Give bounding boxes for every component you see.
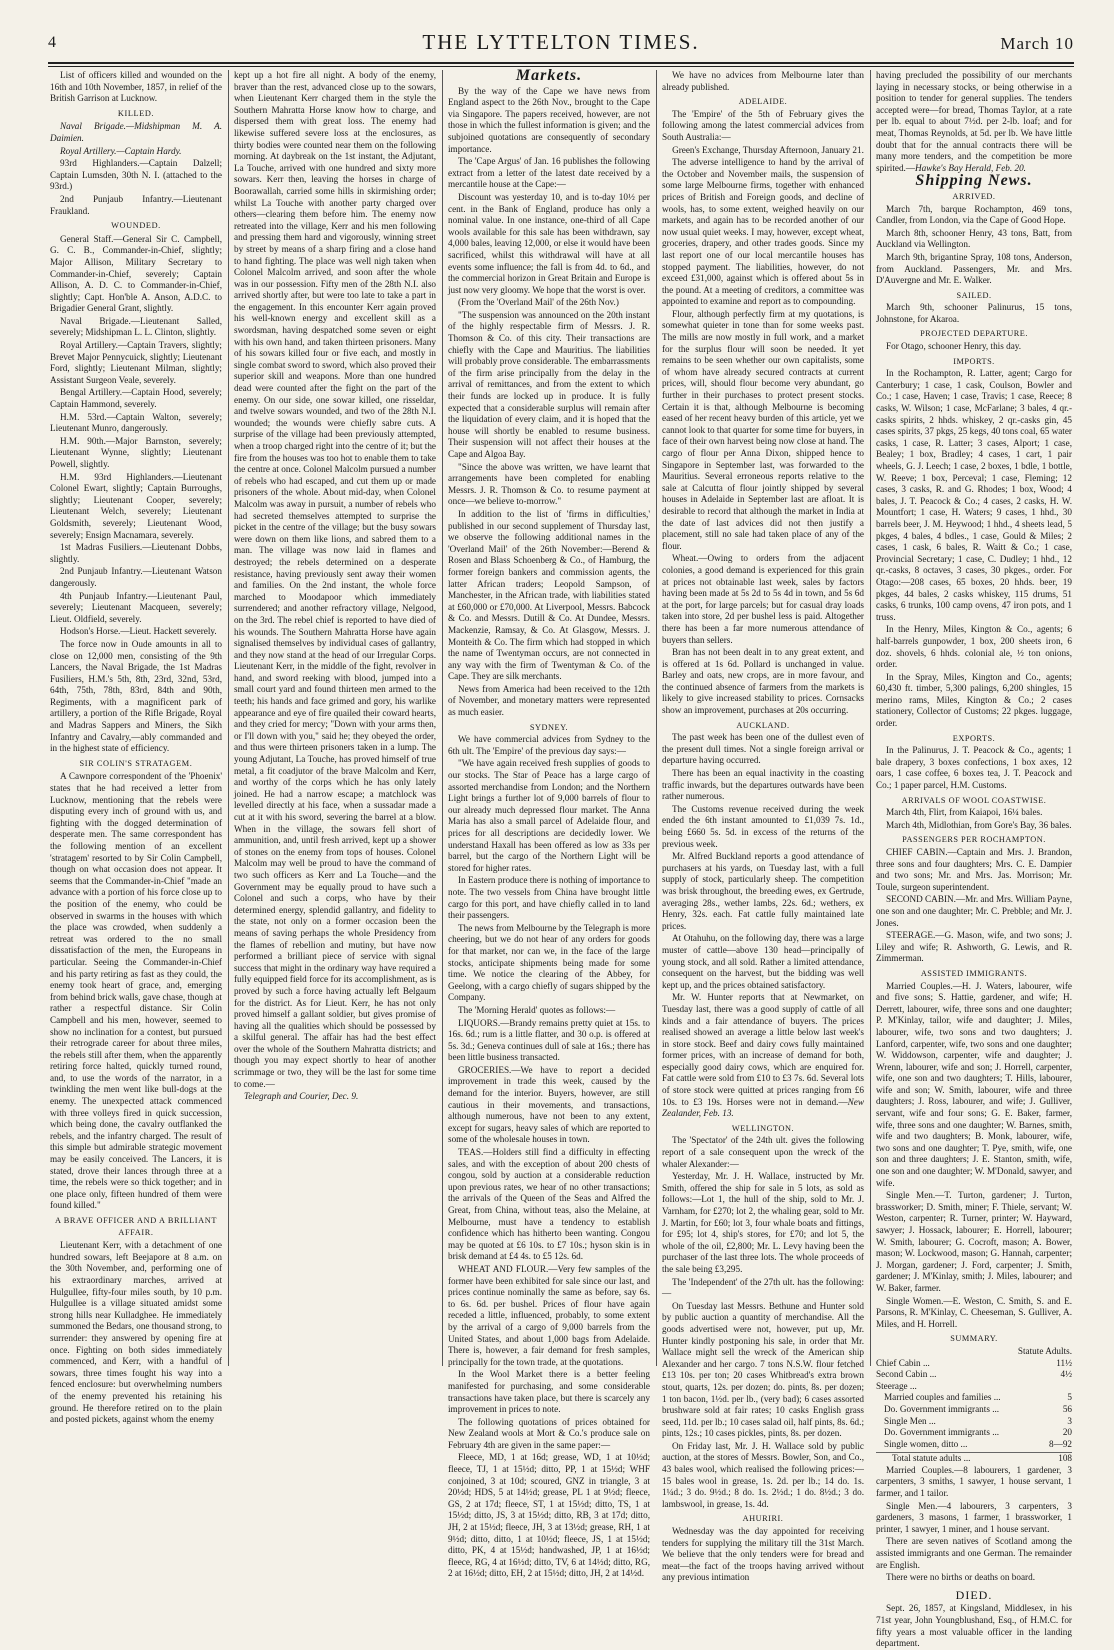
paragraph: Mr. Alfred Buckland reports a good attendance of purchasers at his yards, on Tuesday last, with a full supply of stock, particularly sheep. The competition was brisk throughout, the breeding ewes, ex Gertrude, averaging 28s., wether lambs, 22s. 6d.; wethers, ex Henry, 32s. each. Fat cattle fully maintained late prices. (662, 851, 864, 931)
paragraph: GROCERIES.—We have to report a decided improvement in trade this week, caused by the demand for the interior. Buyers, however, are still cautious in their movements, and transactions, although numerous, have not been to any extent, except for sugars, heavy sales of which are reported to some of the wholesale houses in town. (448, 1064, 650, 1145)
shipping-entry: For Otago, schooner Henry, this day. (886, 341, 1022, 352)
paragraph: Discount was yesterday 10, and is to-day 10½ per cent. in the Bank of England, produce has only a nominal value. In one instance, one-third of all Cape wools available for this sale has been withdrawn, say 4,000 bales, leaving 12,000, or else it would have been sacrificed, whilst this withdrawal will have at all events some influence; the fall is from 4d. to 6d., and the commercial horizon in Great Britain and Europe is just now very gloomy. We hope that the worst is over. (448, 191, 650, 295)
shipping-entry: In the Spray, Miles, Kington and Co., agents; 60,430 ft. timber, 5,300 palings, 6,200 shingles, 15 merino rams, Miles, Kington & Co.; 2 cases stationery, Collector of Customs; 22 pkges. luggage, order. (876, 671, 1072, 729)
column-5 (876, 70, 1073, 1649)
paragraph: At Otahuhu, on the following day, there was a large muster of cattle—above 130 head—principally of young stock, and all sold. Rather a limited attendance, consequent on the harvest, but the bidding was well kept up, and the prices obtained satisfactory. (662, 933, 864, 990)
paragraph: On Friday last, Mr. J. H. Wallace sold by public auction, at the stores of Messrs. Bowler, Son, and Co., 43 bales wool, which realised the following prices:—15 bales wool in grease, 1s. 2d. per lb.; 14 do. 1s. 1¼d.; 3 do. 9½d.; 8 do. 1s. 2½d.; 1 do. 8½d.; 3 do. lambswool, in grease, 1s. 4d. (662, 1440, 864, 1509)
summary-value: 4½ (1060, 1369, 1072, 1380)
section-heading: KILLED. (117, 108, 155, 118)
summary-value (1048, 1381, 1072, 1393)
issue-date: March 10 (1000, 34, 1074, 53)
summary-row (876, 1404, 1072, 1416)
paragraph: The past week has been one of the dullest even of the present dull times. Not a single foreign arrival or departure having occurred. (662, 732, 864, 766)
shipping-entry: In the Palinurus, J. T. Peacock & Co., agents; 1 bale drapery, 3 boxes confections, 1 box axes, 12 oars, 1 case coffee, 6 boxes tea, J. T. Peacock and Co.; 1 paper parcel, H.M. Customs. (876, 745, 1072, 791)
paragraph: By the way of the Cape we have news from England aspect to the 26th Nov., brought to the Cape via Singapore. The papers received, however, are not those in which the fullest information is given; and the subjoined quotations are consequently of secondary importance. (448, 85, 650, 154)
source-credit: New Zealander, Feb. 13. (662, 1096, 864, 1119)
paragraph: A Cawnpore correspondent of the 'Phoenix' states that he had received a letter from Lucknow, mentioning that the rebels were disputing every inch of ground with us, and fighting with the dogged determination of desperate men. The same correspondent has the following mention of an excellent 'stratagem' resorted to by Sir Colin Campbell, though on what occasion does not appear. It seems that the Commander-in-Chief "made an advance with a portion of his force close up to the position of the enemy, who could be observed in swarms in the houses with which the place was crowded, when suddenly a retreat was ordered to the no small dissatisfaction of the men, the Europeans in particular. Seeing the Commander-in-Chief and his party retiring as fast as they could, the enemy took heart of grace, and, emerging from behind brick walls, gave chase, though at rather a respectful distance. Sir Colin Campbell and his men, however, seemed to show no inclination for a contest, but pursued their retrograde career for about three miles, the rebels still after them, when the apparently retiring force halted, quickly turned round, and, to use the words of the narrator, in a twinkling the men went like bull-dogs at the enemy. The unexpected attack commenced with three volleys fired in quick succession, which being done, the cavalry outflanked the rebels, and the infantry charged. The result of this simple but admirable strategic movement may be easily conceived. The Lancers, it is stated, drove their lances through three at a time, the rebels were so thick together; and in one place only, fifteen hundred of them were found killed." (50, 771, 222, 1211)
paragraph: The 'Cape Argus' of Jan. 16 publishes the following extract from a letter of the latest date received by a mercantile house at the Cape:— (448, 156, 650, 190)
page-number: 4 (48, 34, 56, 51)
newspaper-title: THE LYTTELTON TIMES. (422, 30, 700, 54)
shipping-entry: March 8th, schooner Henry, 43 tons, Batt, from Auckland via Wellington. (876, 227, 1072, 250)
summary-label: Second Cabin ... (876, 1369, 937, 1380)
shipping-entry: March 4th, Flirt, from Kaiapoi, 16¼ bales. (886, 807, 1043, 818)
paragraph: Flour, although perfectly firm at my quotations, is somewhat quieter in tone than for some weeks past. The mills are now mostly in full work, and a market for the surplus flour will soon be needed. It yet remains to be seen whether our own capitalists, some of whom have already secured contracts at current prices, will, should flour become very abundant, go further in their purchases to protect present stocks. Certain it is that, although Melbourne is becoming eased of her recent heavy burden of this article, yet we cannot look to that quarter for some time for buyers, in face of their own harvest being now close at hand. The cargo of flour per Anna Dixon, shipped hence to Singapore in September last, was forwarded to the Mauritius. Several erroneous reports relative to the sale at Calcutta of flour jointly shipped by several houses in Adelaide in September last are afloat. It is desirable to record that although the market in India at the date of last advices did not then justify a placement, still no sale had taken place of any of the flour. (662, 308, 864, 551)
shipping-entry: In the Henry, Miles, Kington & Co., agents; 6 half-barrels gunpowder, 1 box, 200 sheets iron, 6 doz. shovels, 6 hhds. colonial ale, ½ ton onions, order. (876, 624, 1072, 670)
casualty-entry: Naval Brigade.—Midshipman M. A. Daimien. (50, 121, 222, 143)
paragraph: There are seven natives of Scotland among the assisted immigrants and one German. The remainder are English. (876, 1536, 1072, 1570)
summary-label: Married couples and families ... (884, 1392, 1001, 1403)
source-credit: Telegraph and Courier, Dec. 9. (244, 1091, 359, 1102)
passenger-entry: Married Couples.—H. J. Waters, labourer, wife and five sons; S. Hattie, gardener, and wife; H. Derrett, labourer, wife, three sons and one daughter; P. M'Kinlay, tailor, wife and daughter; J. Miles, labourer, wife, two sons and two daughters; J. Lanford, carpenter, wife, two sons and one daughter; W. Widdowson, carpenter, wife and daughter; J. Wrenn, labourer, wife and son; J. Horrell, carpenter, wife, one son and two daughters; T. Hills, labourer, wife and son; W. Smith, labourer, wife and three daughters; J. Ross, labourer, and wife; J. Gulliver, servant, wife and four sons; G. E. Baker, farmer, wife, three sons and one daughter; W. Barnes, smith, wife and two daughters; B. Monk, labourer, wife, two sons and one daughter; T. Pye, smith, wife, one son and three daughters; J. E. Stanton, smith, wife, one son and one daughter; W. M'Donald, sawyer, and wife. (876, 980, 1072, 1188)
paragraph: Lieutenant Kerr, with a detachment of one hundred sowars, left Beejapore at 8 a.m. on the 30th November, and, performing one of his extraordinary marches, arrived at Hulgullee, fifty-four miles south, by 10 p.m. Hulgullee is a village situated amidst some strong hills near Kulladghee. He immediately summoned the Bedars, one thousand strong, to surrender: they answered by opening fire at once. Fighting on both sides immediately commenced, and Kerr, with a handful of sowars, three times fought his way into a fenced enclosure: but overwhelming numbers of the enemy prevented his retaining his ground. He therefore retired on to the plain and posted pickets, against whom the enemy (50, 1240, 222, 1425)
section-heading: ASSISTED IMMIGRANTS. (920, 968, 1028, 978)
summary-row (876, 1392, 1072, 1404)
section-heading: IMPORTS. (953, 356, 995, 366)
section-heading: AUCKLAND. (736, 720, 790, 730)
casualty-entry: Royal Artillery.—Captain Travers, slightly; Brevet Major Pennycuick, slightly; Lieutenant Ford, slightly; Lieutenant Milman, slightly; Assistant Surgeon Veale, severely. (50, 340, 222, 385)
section-heading: PROJECTED DEPARTURE. (920, 329, 1028, 339)
paragraph-text: Mr. W. Hunter reports that at Newmarket, on Tuesday last, there was a good supply of cattle of all kinds and a fair attendance of buyers. The prices realised showed an average a little below last week's in store stock. Beef and dairy cows fully maintained former prices, with an increase of demand for both, especially good dairy cows, which are enquired for. Fat cattle were sold from £10 to £3 7s. 6d. Several lots of store stock were quitted at prices ranging from £6 10s. to £3 19s. Horses were not in demand.— (662, 992, 864, 1107)
source-credit: Hawke's Bay Herald, Feb. 20. (915, 162, 1026, 173)
paragraph: We have no advices from Melbourne later than already published. (662, 70, 864, 92)
casualty-entry: General Staff.—General Sir C. Campbell, G. C. B., Commander-in-Chief, slightly; Major Allison, Military Secretary to Commander-in-Chief, severely; Captain Allison, A. D. C. to Commander-in-Chief, slightly; Capt. Hon'ble A. Anson, A.D.C. to Brigadier General Grant, slightly. (50, 233, 222, 314)
summary-label: Do. Government immigrants ... (884, 1427, 1000, 1438)
paragraph: "We have again received fresh supplies of goods to our stocks. The Star of Peace has a large cargo of assorted merchandise from London; and the Northern Light brings a further lot of 9,000 barrels of flour to our already much depressed flour market. The Anna Maria has also a small parcel of Adelaide flour, and prices for all descriptions are decidedly lower. We understand Haxall has been offered as low as 33s per barrel, but the cargo of the Northern Light will be stored for higher rates. (448, 758, 650, 873)
paragraph: The 'Empire' of the 5th of February gives the following among the latest commercial advices from South Australia:— (662, 108, 864, 142)
casualty-entry: Royal Artillery.—Captain Hardy. (60, 145, 182, 156)
paragraph: The Customs revenue received during the week ended the 6th instant amounted to £1,039 7s. 1d., being £660 5s. 5d. in excess of the returns of the previous week. (662, 803, 864, 849)
casualty-entry: 2nd Punjaub Infantry.—Lieutenant Watson dangerously. (50, 566, 222, 588)
section-heading: SUMMARY. (950, 1334, 998, 1344)
section-heading: A BRAVE OFFICER AND A BRILLIANT AFFAIR. (54, 1216, 218, 1237)
casualty-entry: 1st Madras Fusiliers.—Lieutenant Dobbs, slightly. (50, 542, 222, 564)
paragraph: (From the 'Overland Mail' of the 26th Nov.) (458, 297, 619, 308)
paragraph: The adverse intelligence to hand by the arrival of the October and November mails, the suspension of some large Melbourne firms, together with enhanced prices of British and Foreign goods, and decline of wools, has, to some extent, weighed heavily on our markets, and again has to be recorded another of our now usual quiet weeks. I may, however, except wheat, groceries, drapery, and other trades goods. Since my last report one of our local mercantile houses has stopped payment. The liabilities, however, do not exceed £31,000, against which is offered about 5s in the pound. At a meeting of creditors, a committee was appointed to examine and report as to compounding. (662, 157, 864, 307)
section-heading: SYDNEY. (529, 722, 569, 732)
paragraph (876, 70, 1072, 174)
section-heading: SAILED. (956, 290, 992, 300)
casualty-entry: H.M. 53rd.—Captain Walton, severely; Lieutenant Munro, dangerously. (50, 411, 222, 434)
casualty-entry: Naval Brigade.—Lieutenant Salled, severely; Midshipman L. L. Clinton, slightly. (50, 315, 222, 338)
paragraph: TEAS.—Holders still find a difficulty in effecting sales, and with the exception of about 200 chests of congou, sold by auction at a considerable reduction upon previous rates, we hear of no other transactions; the arrivals of the Queen of the Seas and Alfred the Great, from China, without teas, also the Melaine, at Melbourne, must have a tendency to establish confidence which has hitherto been wanting. Congou may be quoted at £6 10s. to £7 10s.; hyson skin is in brisk demand at £4 4s. to £5 12s. 6d. (448, 1147, 650, 1262)
paragraph: There were no births or deaths on board. (886, 1572, 1035, 1583)
summary-unit: Statute Adults. (1017, 1345, 1072, 1356)
summary-label: Total statute adults ... (892, 1453, 971, 1464)
summary-label: Single women, ditto ... (884, 1438, 968, 1449)
column-4 (662, 70, 864, 1583)
casualty-entry: H.M. 90th.—Major Barnston, severely; Lieutenant Wynne, slightly; Lieutenant Powell, slightly. (50, 435, 222, 469)
summary-value: 3 (1067, 1415, 1072, 1426)
summary-value: 108 (1058, 1453, 1072, 1464)
column-1 (50, 70, 222, 1425)
casualty-entry: 2nd Punjaub Infantry.—Lieutenant Fraukland. (50, 193, 222, 216)
paragraph: Single Men.—4 labourers, 3 carpenters, 3 gardeners, 3 masons, 1 farmer, 1 brassworker, 1 printer, 1 sawyer, 1 miner, and 1 house servant. (876, 1500, 1072, 1534)
paragraph: Wheat.—Owing to orders from the adjacent colonies, a good demand is experienced for this grain at prices not obtainable last week, sales by factors having been made at 5s 2d to 5s 4d in town, and 5s 6d at the port, for large parcels; but for casual dray loads taken into store, 2d per bushel less is paid. Altogether there has been a far more numerous attendance of buyers than sellers. (662, 553, 864, 645)
passenger-entry: STEERAGE.—G. Mason, wife, and two sons; J. Liley and wife; R. Ashworth, G. Lewis, and R. Zimmerman. (876, 930, 1072, 964)
shipping-entry: March 7th, barque Rochampton, 469 tons, Candler, from London, via the Cape of Good Hope. (876, 203, 1072, 226)
passenger-entry: Single Men.—T. Turton, gardener; J. Turton, brassworker; D. Smith, miner; F. Thiele, servant; W. Weston, carpenter; R. Turner, printer; W. Hayward, sawyer; J. Hossack, labourer; E. Horrell, labourer; W. Smith, labourer; G. Cocroft, mason; A. Bower, mason; W. Lockwood, mason; G. Hannah, carpenter; J. Morgan, gardener; J. Ford, carpenter; J. Smith, gardener; J. M'Kinlay, smith; J. Miles, labourer; and W. Baker, farmer. (876, 1190, 1072, 1293)
paragraph: There has been an equal inactivity in the coasting traffic inwards, but the departures outwards have been rather numerous. (662, 768, 864, 802)
paragraph: Married Couples.—8 labourers, 1 gardener, 3 carpenters, 3 smiths, 1 sawyer, 1 house servant, 1 farmer, and 1 tailor. (876, 1464, 1072, 1499)
paragraph: LIQUORS.—Brandy remains pretty quiet at 15s. to 16s. 6d.; rum is a little flatter, and 30 o.p. is offered at 5s. 3d.; Geneva continues dull of sale at 16s.; there has been little business transacted. (448, 1017, 650, 1063)
summary-row (876, 1369, 1072, 1381)
page-header (48, 28, 1074, 62)
section-heading: ARRIVED. (952, 191, 996, 201)
summary-label: Steerage ... (876, 1380, 917, 1391)
summary-label: Single Men ... (884, 1415, 936, 1426)
paragraph: The 'Morning Herald' quotes as follows:— (458, 1004, 616, 1015)
shipping-entry: In the Rochampton, R. Latter, agent; Cargo for Canterbury; 1 case, 1 cask, Coulson, Bowler and Co.; 1 case, Haven; 1 case, Travis; 1 case, Reece; 8 casks, W. Wilson; 1 case, McFarlane; 3 bales, 4 qr.-casks spirits, 2 hhds. whiskey, 2 qr.-casks gin, 45 cases spirits, 37 pkgs, 25 kegs, 40 tons coal, 65 water casks, 1 case, R. Latter; 3 cases, Alport; 1 case, Bealey; 1 box, Bradley; 4 cases, 1 cart, 1 pair wheels, G. J. Leech; 1 case, 2 boxes, 1 bdle, 1 bottle, W. Reeve; 1 box, Perceval; 1 case, Fleming; 12 cases, 3 casks, R. and G. Rhodes; 1 box, Wood; 4 bales, J. T. Peacock & Co.; 4 cases, 2 casks, H. W. Mountfort; 1 case, H. Waters; 9 cases, 1 hhd., 30 barrels beer, J. M. Heywood; 1 hhd., 4 sheets lead, 5 pkges, 4 bales, 4 bdles., 1 case, Gould & Miles; 2 cases, 1 cask, 6 bales, R. Waitt & Co.; 1 case, Provincial Secretary; 1 case, C. Dudley; 1 hhd., 12 qr.-casks, 8 octaves, 3 cases, 30 pkges., order. For Otago:—208 cases, 65 boxes, 20 hhds. beer, 19 pkges, 44 bales, 2 casks whiskey, 115 drums, 51 casks, 6 trunks, 100 camp ovens, 47 iron pots, and 1 truss. (876, 368, 1072, 622)
summary-value: 56 (1062, 1403, 1072, 1414)
section-heading: ADELAIDE. (738, 97, 788, 107)
shipping-heading: Shipping News. (915, 172, 1033, 190)
obituary-entry: Sept. 26, 1857, at Kingsland, Middlesex, in his 71st year, John Youngblushand, Esq., of H.M.C. for fifty years a most valuable officer in the landing department. (876, 1603, 1072, 1649)
paragraph: List of officers killed and wounded on the 16th and 10th November, 1857, in relief of the British Garrison at Lucknow. (50, 70, 222, 104)
paragraph: Fleece, MD, 1 at 16d; grease, WD, 1 at 10½d; fleece, TJ, 1 at 15½d; ditto, PP, 1 at 15½d; WHF conjoined, 3 at 10d; scoured, GNZ in triangle, 3 at 20½d; HDS, 5 at 14½d; grease, PL 1 at 9½d; fleece, GS, 2 at 17d; fleece, ST, 1 at 15½d; ditto, TS, 1 at 15½d; ditto, JS, 3 at 15½d; ditto, RB, 3 at 17d; ditto, JH, 2 at 15½d; fleece, JH, 3 at 13½d; grease, RH, 1 at 9½d; ditto, ditto, 1 at 10½d; fleece, JS, 1 at 15½d; ditto, PK, 4 at 15½d; handwashed, JP, 1 at 16½d; fleece, RG, 4 at 16½d; ditto, TV, 6 at 14½d; ditto, RG, 2 at 16½d; ditto, EH, 2 at 15½d; ditto, JH, 2 at 14½d. (448, 1452, 650, 1579)
paragraph: In the Wool Market there is a better feeling manifested for purchasing, and some considerable transactions have taken place, but there is scarcely any improvement in prices to note. (448, 1369, 650, 1415)
paragraph: The 'Spectator' of the 24th ult. gives the following report of a sale consequent upon the wreck of the whaler Alexander:— (662, 1135, 864, 1169)
column-divider (228, 70, 229, 1366)
summary-label: Do. Government immigrants ... (884, 1403, 1000, 1414)
paragraph: The following quotations of prices obtained for New Zealand wools at Mort & Co.'s produce sale on February 4th are given in the same paper:— (448, 1416, 650, 1450)
summary-row (876, 1439, 1072, 1451)
paragraph: The force now in Oude amounts in all to close on 12,000 men, consisting of the 9th Lancers, the Naval Brigade, the 1st Madras Fusiliers, H.M.'s 5th, 8th, 23rd, 32nd, 53rd, 64th, 75th, 78th, 83rd, 84th and 90th, Regiments, with a magnificent park of artillery, a portion of the Rifle Brigade, Royal and Madras Sappers and Miners, the Sikh Infantry and Cavalry,—ably commanded and in the highest state of efficiency. (50, 638, 222, 754)
casualty-entry: Hodson's Horse.—Lieut. Hackett severely. (60, 626, 217, 637)
paragraph: "The suspension was announced on the 20th instant of the highly respectable firm of Messrs. J. R. Thomson & Co. of this city. Their transactions are chiefly with the Cape and Mauritius. The liabilities will probably prove considerable. The embarrassments of the firm arise principally from the delay in the arrival of remittances, and from the extent to which their funds are locked up in produce. It is fully expected that a considerable surplus will remain after the liquidation of every claim, and it is hoped that the house will shortly be enabled to resume business. Their suspension will not affect their houses at the Cape and Algoa Bay. (448, 309, 650, 459)
column-divider (656, 70, 657, 1366)
casualty-entry: Bengal Artillery.—Captain Hood, severely; Captain Hammond, severely. (50, 387, 222, 410)
paragraph: In addition to the list of 'firms in difficulties,' published in our second supplement of Thursday last, we observe the following additional names in the 'Overland Mail' of the 26th November:—Berend & Rosen and Blass Schoenberg & Co., of Hamburg, the former foreign bankers and commission agents, the latter African traders; Leopold Sampson, of Manchester, in the African trade, with liabilities stated at £60,000 or £70,000. At Liverpool, Messrs. Babcock & Co. and Messrs. Dutill & Co. At Dundee, Messrs. Mackenzie, Ramsay, & Co. At Glasgow, Messrs. J. Monteith & Co. The firm which had stopped in which the name of Twentyman occurs, are not connected in any way with the firm of Twentyman & Co. of the Cape. They are silk merchants. (448, 508, 650, 682)
casualty-entry: H.M. 93rd Highlanders.—Lieutenant Colonel Ewart, slightly; Captain Burroughs, slightly; Lieutenant Cooper, severely; Lieutenant Welch, severely; Lieutenant Goldsmith, severely; Lieutenant Wood, severely; Ensign Macnamara, severely. (50, 471, 222, 540)
section-heading: WOUNDED. (111, 221, 161, 231)
passenger-entry: SECOND CABIN.—Mr. and Mrs. William Payne, one son and one daughter; Mr. C. Prebble; and Mr. J. Jones. (876, 894, 1073, 928)
paragraph-text: having precluded the possibility of our merchants laying in necessary stocks, or being otherwise in a position to tender for general supplies. The tenders accepted were—for bread, Thomas Taylor, at a rate per lb. equal to about 7½d. per 2-lb. loaf; and for meat, Thomas Reynolds, at 5d. per lb. We have little doubt that for the annual contracts there will be many more tenders, and the competition be more spirited.— (876, 70, 1072, 173)
shipping-entry: March 9th, schooner Palinurus, 15 tons, Johnstone, for Akaroa. (876, 302, 1072, 324)
shipping-entry: March 9th, brigantine Spray, 108 tons, Anderson, from Auckland. Passengers, Mr. and Mrs. D'Auvergne and Mr. E. Walker. (876, 251, 1072, 286)
summary-value: 5 (1067, 1392, 1072, 1403)
paragraph: Wednesday was the day appointed for receiving tenders for supplying the military till the 31st March. We believe that the only tenders were for bread and meat—the fact of the troops having arrived without any previous intimation (662, 1526, 864, 1583)
markets-heading: Markets. (515, 67, 583, 84)
column-2 (234, 70, 436, 1366)
column-3 (448, 67, 650, 1579)
section-heading: ARRIVALS OF WOOL COASTWISE. (901, 795, 1047, 805)
section-heading: AHURIRI. (742, 1514, 784, 1524)
passenger-entry: CHIEF CABIN.—Captain and Mrs. J. Brandon, three sons and four daughters; Mrs. C. E. Dampier and two sons; Mr. and Mrs. Jas. Morrison; Mr. Toule, surgeon superintendent. (876, 847, 1072, 892)
paragraph: News from America had been received to the 12th of November, and monetary matters were represented as much easier. (448, 683, 650, 718)
section-heading: PASSENGERS PER ROCHAMPTON. (902, 835, 1046, 845)
summary-total (876, 1452, 1072, 1465)
paragraph: Bran has not been dealt in to any great extent, and is offered at 1s 6d. Pollard is unchanged in value. Barley and oats, new crops, are in more favour, and the continued absence of farmers from the markets is likely to give increased stability to prices. Cornsacks show an improvement, purchases at 20s occurring. (662, 647, 864, 716)
paragraph: Green's Exchange, Thursday Afternoon, January 21. (672, 144, 864, 155)
section-heading: SIR COLIN'S STRATAGEM. (79, 758, 193, 768)
passenger-entry: Single Women.—E. Weston, C. Smith, S. and E. Parsons, R. M'Kinlay, C. Cheeseman, S. Gulliver, A. Miles, and H. Horrell. (876, 1295, 1072, 1329)
paragraph: WHEAT AND FLOUR.—Very few samples of the former have been exhibited for sale since our last, and prices continue nominally the same as before, say 6s. to 6s. 6d. per bushel. Prices of flour have again receded a little, influenced, probably, to some extent by the arrival of a cargo of 9,000 barrels from the United States, and about 1,000 bags from Adelaide. There is, however, a fair demand for fresh samples, principally for the town trade, at the quotations. (448, 1263, 650, 1367)
column-divider (870, 70, 871, 1366)
section-heading: WELLINGTON. (731, 1123, 795, 1133)
summary-row (876, 1416, 1072, 1428)
summary-value: 20 (1062, 1427, 1072, 1438)
paragraph: Yesterday, Mr. J. H. Wallace, instructed by Mr. Smith, offered the ship for sale in 5 lots, as sold as follows:—Lot 1, the hull of the ship, sold to Mr. J. Varnham, for £270; lot 2, the whaling gear, sold to Mr. J. Martin, for £60; lot 3, four whale boats and fittings, for £95; lot 4, ship's stores, for £70; and lot 5, the whole of the oil, £2,800; Mr. L. Levy having been the purchaser of the last three lots. The whole proceeds of the sale being £3,295. (662, 1171, 864, 1274)
casualty-entry: 93rd Highlanders.—Captain Dalzell; Captain Lumsden, 30th N. I. (attached to the 93rd.) (50, 158, 222, 192)
paragraph: We have commercial advices from Sydney to the 6th ult. The 'Empire' of the previous day says:— (448, 734, 650, 756)
column-divider (442, 70, 443, 1366)
died-heading: DIED. (955, 1587, 993, 1602)
summary-value: 11½ (1056, 1357, 1072, 1368)
summary-row (876, 1427, 1072, 1439)
section-heading: EXPORTS. (952, 733, 996, 743)
summary-value: 8—92 (1049, 1438, 1072, 1449)
summary-label: Chief Cabin ... (876, 1357, 930, 1368)
paragraph: In Eastern produce there is nothing of importance to note. The two vessels from China have brought little cargo for this port, and have chiefly called in to land their passengers. (448, 875, 650, 921)
summary-row (876, 1358, 1072, 1370)
summary-row (876, 1381, 1072, 1393)
paragraph: kept up a hot fire all night. A body of the enemy, braver than the rest, advanced close up to the sowars, when Lieutenant Kerr charged them in the style the Southern Mahratta Horse know how to charge, and dispersed them with great loss. The enemy had likewise suffered severe loss at the enclosures, as thirty bodies were counted near them on the following morning. At daybreak on the 1st instant, the Adjutant, La Touche, arrived with one hundred and sixty more sowars. Kerr then, leaving the horses in charge of Boorawallah, carried some hills in skirmishing order; whilst La Touche with another party charged over others—clearing them before him. The enemy now retreated into the village, Kerr and his men following and pressing them hard and vigorously, winning street by street by means of a sharp firing and a close hand to hand fighting. The place was well nigh taken when Colonel Malcolm arrived, and soon after the whole was in our possession. Fifty men of the 28th N.I. also arrived shortly after, but were too late to take a part in the engagement. In this encounter Kerr again proved his well-known energy and excellent skill as a swordsman, having despatched some seven or eight with his own hand, and taken thirteen prisoners. Many of his sowars killed four or five each, and mostly in single combat sword to sword, which also proved their superior skill and weapons. More than one hundred dead were counted after the fight on the part of the enemy. On our side, one sowar killed, one risseldar, and twelve sowars wounded, and two of the 28th N.I. wounded; the wounds were chiefly sabre cuts. A surprise of the village had been previously attempted, when a troop charged right into the centre of it; but the fire from the houses was too hot to enable them to take the centre at once. Colonel Malcolm pursued a number of rebels who had escaped, and cut them up or made prisoners of the whole. About mid-day, when Colonel Malcolm was away in pursuit, a number of rebels who had secreted themselves attempted to surprise the picket in the centre of the village; but the busy sowars were down on them like lions, and sabred them to a man. The village was now laid in flames and destroyed; the rebels determined on a desperate resistance, having previously sent away their women and families. On the 2nd instant, the whole force marched to Moodapoor which immediately surrendered; and another refractory village, Nelgood, on the 3rd. The rebel chief is reported to have died of his wounds. The Southern Mahratta Horse have again signalised themselves by individual cases of gallantry, and they now stand at the head of our Irregular Corps. Lieutenant Kerr, in the middle of the fight, revolver in hand, and sword reeking with blood, jumped into a small court yard and found thirteen men armed to the teeth; his hands and face grimed and gory, his warlike appearance and eye of fire quailed their coward hearts, and they cried for mercy; "Down with your arms then, or I'll down with you," said he; they obeyed the order, and thus were thirteen prisoners taken in a lump. The young Adjutant, La Touche, has proved himself of true metal, a fit coadjutor of the brave Malcolm and Kerr, and worthy of the corps which he has only lately joined. He had a narrow escape; a matchlock was levelled directly at his face, when a sussadar made a cut at it with his sword, severing the barrel at a blow. When in the village, the sowars fell short of ammunition, and, until fresh arrived, kept up a shower of stones on the enemy from tops of houses. Colonel Malcolm may well be proud to have the command of two such officers as Kerr and La Touche—and the Government may be equally proud to have such a Colonel and such a corps, who have by their determined energy, splendid gallantry, and fidelity to the state, not only on a former occasion been the means of saving perhaps the whole Presidency from the flames of rebellion and mutiny, but have now performed a brilliant piece of service with signal success that might in the ordinary way have required a fully equipped field force for its accomplishment, as is proved by such a force having actually left Belgaum for the district. As for Lieut. Kerr, he has not only proved himself a gallant soldier, but gives promise of having all the qualities which should be possessed by a skilful general. The affair has had the best effect over the whole of the Southern Mahratta districts; and though you may expect shortly to hear of another scrimmage or two, they will be the last for some time to come.— (234, 70, 436, 1089)
casualty-entry: 4th Punjaub Infantry.—Lieutenant Paul, severely; Lieutenant Macqueen, severely; Lieut. Oldfield, severely. (50, 590, 222, 624)
paragraph: "Since the above was written, we have learnt that arrangements have been completed for enabling Messrs. J. R. Thomson & Co. to resume payment at once—we believe to-morrow." (448, 461, 650, 507)
paragraph: On Tuesday last Messrs. Bethune and Hunter sold by public auction a quantity of merchandise. All the goods advertised were not, however, put up, Mr. Hunter kindly postponing his sale, in order that Mr. Wallace might sell the wreck of the American ship Alexander and her cargo. 7 tons N.S.W. flour fetched £13 10s. per ton; 20 cases Whitbread's extra brown stout, quarts, 12s. per dozen; do. pints, 8s. per dozen; 1 ton bacon, 1½d. per lb., (very bad); 6 cases assorted brushware sold at fair rates; 10 casks English grass seed, 11d. per lb.; 10 cases salad oil, half pints, 8s. 6d.; pints, 12s.; 10 cases pickles, pints, 8s. per dozen. (662, 1300, 864, 1439)
paragraph: The 'Independent' of the 27th ult. has the following:— (662, 1276, 864, 1299)
paragraph: The news from Melbourne by the Telegraph is more cheering, but we do not hear of any orders for goods for that market, nor can we, in the face of the large stocks, anticipate shipments being made for some time. We notice the clearing of the Abbey, for Geelong, with a cargo chiefly of sugars shipped by the Company. (448, 922, 650, 1003)
shipping-entry: March 4th, Midlothian, from Gore's Bay, 36 bales. (886, 819, 1072, 830)
paragraph (662, 992, 864, 1120)
